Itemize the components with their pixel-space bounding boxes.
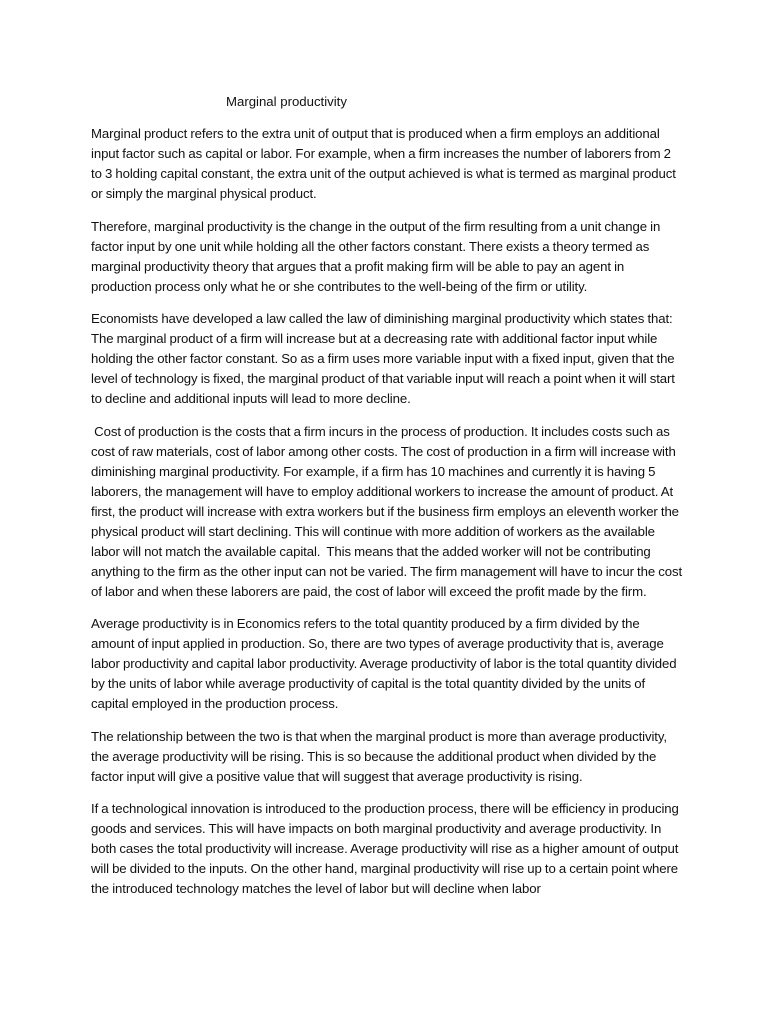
paragraph-technological-innovation: If a technological innovation is introduced to the production process, there will be efficiency in producing goods and services. This will have impacts on both marginal productivity and average productivity. In both cases the total productivity will increase. Average productivity will rise as a higher amount of output will be divided to the inputs. On the other hand, marginal productivity will rise up to a certain point where the introduced technology matches the level of labor but will decline when labor: [91, 801, 679, 896]
paragraph-cost-of-production: Cost of production is the costs that a firm incurs in the process of production. It includes costs such as cost of raw materials, cost of labor among other costs. The cost of production in a firm will increase with diminishing marginal productivity. For example, if a firm has 10 machines and currently it is having 5 laborers, the management will have to employ additional workers to increase the amount of product. At first, the product will increase with extra workers but if the business firm employs an eleventh worker the physical product will start declining. This will continue with more addition of workers as the available labor will not match the available capital. This means that the added worker will not be contributing anything to the firm as the other input can not be varied. The firm management will have to incur the cost of labor and when these laborers are paid, the cost of labor will exceed the profit made by the firm.: [91, 423, 686, 599]
document-body: [91, 124, 686, 912]
paragraph-diminishing-returns: Economists have developed a law called the law of diminishing marginal productivity which states that: The marginal product of a firm will increase but at a decreasing rate with additional factor input while holding the other factor constant. So as a firm uses more variable input with a fixed input, given that the level of technology is fixed, the marginal product of that variable input will reach a point when it will start to decline and additional inputs will lead to more decline.: [91, 311, 675, 406]
paragraph-marginal-product: Marginal product refers to the extra unit of output that is produced when a firm employs an additional input factor such as capital or labor. For example, when a firm increases the number of laborers from 2 to 3 holding capital constant, the extra unit of the output achieved is what is termed as marginal product or simply the marginal physical product.: [91, 126, 676, 201]
paragraph-relationship: The relationship between the two is that when the marginal product is more than average productivity, the average productivity will be rising. This is so because the additional product when divided by the factor input will give a positive value that will suggest that average productivity is rising.: [91, 728, 667, 784]
document-title: Marginal productivity: [226, 94, 347, 109]
paragraph-average-productivity: Average productivity is in Economics refers to the total quantity produced by a firm divided by the amount of input applied in production. So, there are two types of average productivity that is, average labor productivity and capital labor productivity. Average productivity of labor is the total quantity divided by the units of labor while average productivity of capital is the total quantity divided by the units of capital employed in the production process.: [91, 616, 677, 711]
paragraph-marginal-productivity-theory: Therefore, marginal productivity is the change in the output of the firm resulting from a unit change in factor input by one unit while holding all the other factors constant. There exists a theory termed as marginal productivity theory that argues that a profit making firm will be able to pay an agent in production process only what he or she contributes to the well-being of the firm or utility.: [91, 218, 661, 294]
